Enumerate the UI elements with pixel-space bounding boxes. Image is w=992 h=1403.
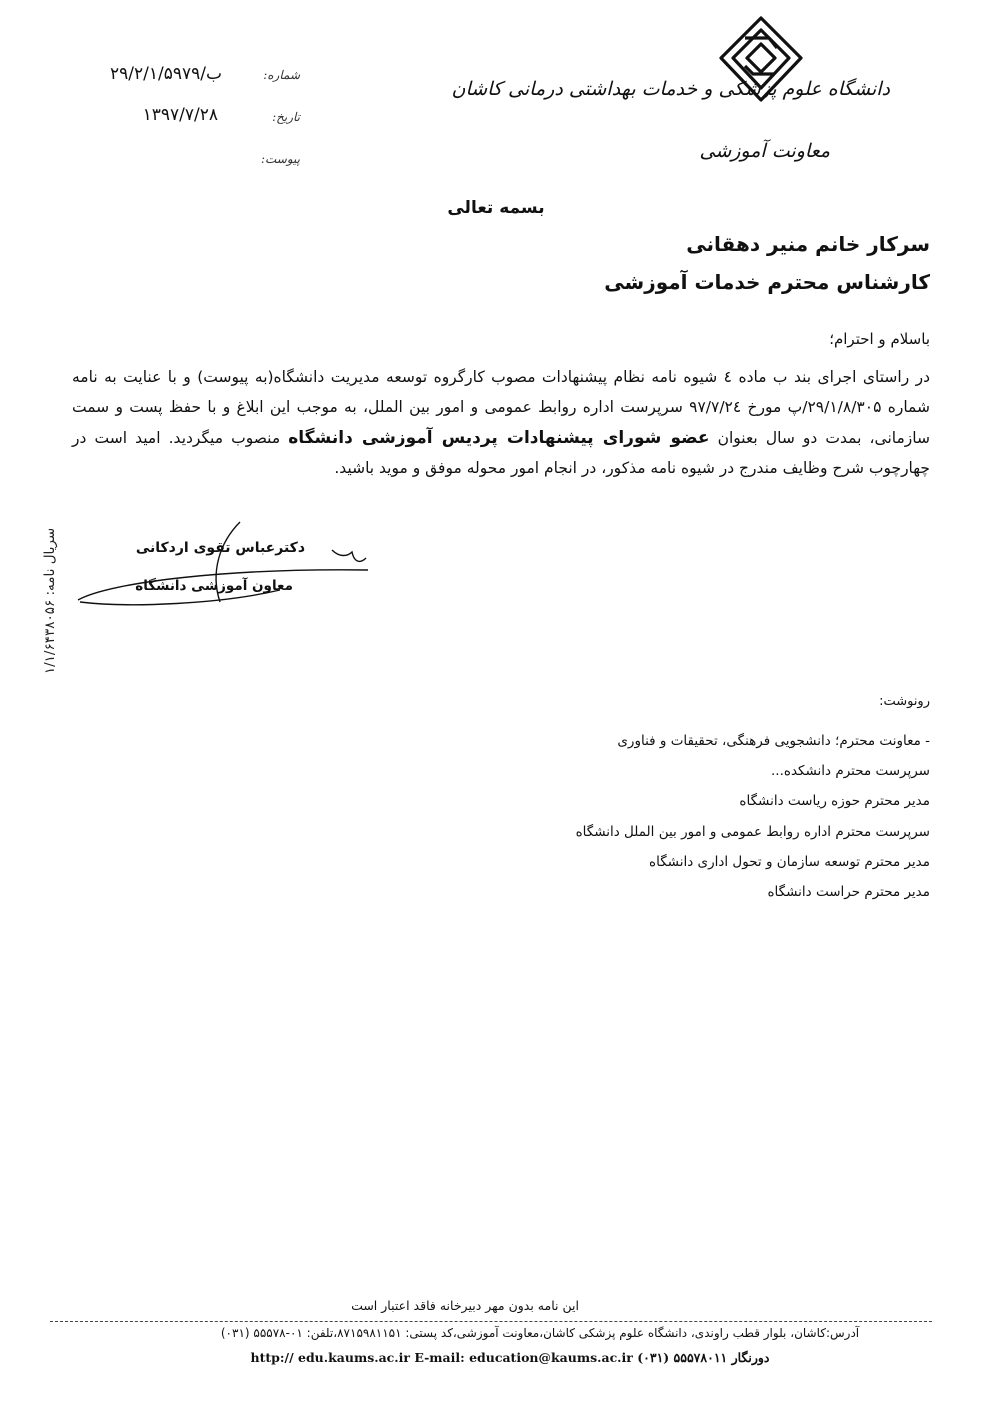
department-name: معاونت آموزشی <box>699 140 830 162</box>
serial-number: سریال نامه: ۱/۱/۶۴۳۸۰۵۶ <box>42 527 58 675</box>
letter-body <box>72 362 930 484</box>
letter-date: ۱۳۹۷/۷/۲۸ <box>142 105 218 125</box>
footer-contact: http:// edu.kaums.ac.ir E-mail: education@kaums.ac.ir (۰۳۱) ۵۵۵۷۸۰۱۱ دورنگار <box>250 1350 770 1365</box>
bismillah-heading: بسمه تعالی <box>447 198 545 218</box>
cc-item: مدیر محترم توسعه سازمان و تحول اداری دانشگاه <box>649 853 930 870</box>
body-part-1: در راستای اجرای بند ب ماده ٤ شیوه نامه نظام پیشنهادات مصوب کارگروه توسعه مدیریت دانشگاه(به پیوست) و با عنایت به نامه شماره ۲۹/۱/۸/۳۰۵/پ مورخ ۹۷/۷/۲٤ سرپرست اداره روابط عمومی و امور بین الملل، به موجب این ابلاغ و با حفظ پست و سمت سازمانی، بمدت دو سال بعنوان <box>72 368 931 447</box>
letter-number: ب/۲۹/۲/۱/۵۹۷۹ <box>110 64 222 84</box>
footer-divider <box>50 1321 932 1322</box>
recipient-name: سرکار خانم منیر دهقانی <box>686 232 930 256</box>
handwritten-signature-icon <box>70 512 380 622</box>
cc-item: - معاونت محترم؛ دانشجویی فرهنگی، تحقیقات و فناوری <box>617 733 930 749</box>
signatory-name: دکترعباس تقوی اردکانی <box>135 540 305 556</box>
cc-item: سرپرست محترم اداره روابط عمومی و امور بین الملل دانشگاه <box>575 823 930 840</box>
date-label: تاریخ: <box>272 110 300 124</box>
footer-address: آدرس:کاشان، بلوار قطب راوندی، دانشگاه علوم پزشکی کاشان،معاونت آموزشی،کد پستی: ۸۷۱۵۹۸۱۱۵۱،تلفن: ۰۱-۵۵۵۷۸ (۰۳۱) <box>220 1326 860 1340</box>
university-name: دانشگاه علوم پزشکی و خدمات بهداشتی درمانی کاشان <box>451 78 890 100</box>
cc-list <box>510 726 930 907</box>
cc-item: سرپرست محترم دانشکده... <box>771 763 930 780</box>
cc-heading: رونوشت: <box>879 694 930 709</box>
body-highlight: عضو شورای پیشنهادات پردیس آموزشی دانشگاه <box>288 427 710 448</box>
attachment-label: پیوست: <box>260 152 300 166</box>
greeting: باسلام و احترام؛ <box>829 330 930 348</box>
body-part-2: منصوب میگردید. امید است در چهارچوب شرح وظایف مندرج در شیوه نامه مذکور، در انجام امور محوله موفق و موید باشید. <box>72 428 930 478</box>
cc-item: مدیر محترم حراست دانشگاه <box>767 884 930 901</box>
signatory-title: معاون آموزشی دانشگاه <box>135 578 293 594</box>
validity-note: این نامه بدون مهر دبیرخانه فاقد اعتبار است <box>351 1298 579 1313</box>
recipient-title: کارشناس محترم خدمات آموزشی <box>604 270 930 294</box>
cc-item: مدیر محترم حوزه ریاست دانشگاه <box>739 793 930 810</box>
number-label: شماره: <box>263 68 300 82</box>
